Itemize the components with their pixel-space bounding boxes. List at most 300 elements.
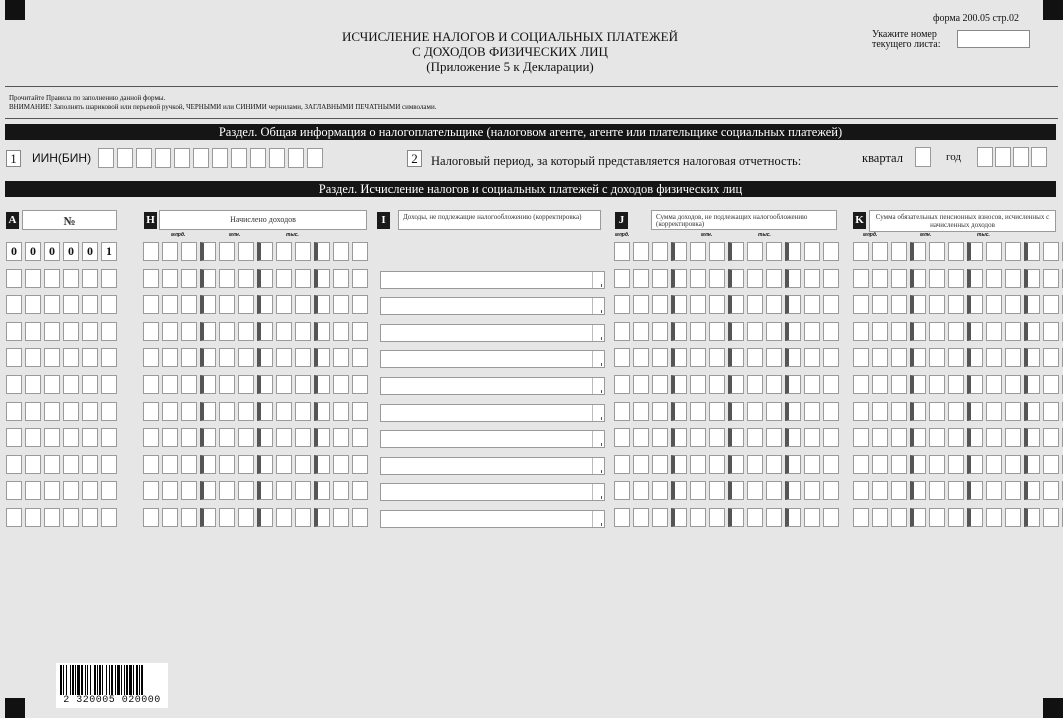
accrued-income-cell[interactable] xyxy=(181,402,197,421)
nontaxable-income-select[interactable] xyxy=(380,510,605,528)
accrued-income-cell[interactable] xyxy=(200,375,216,394)
accrued-income-cell[interactable] xyxy=(162,295,178,314)
row-number-cell[interactable] xyxy=(44,455,60,474)
row-number-cell[interactable] xyxy=(82,322,98,341)
row-number-cell[interactable]: 0 xyxy=(44,242,60,261)
pension-contribution-cell[interactable] xyxy=(910,455,926,474)
nontaxable-sum-cell[interactable] xyxy=(728,295,744,314)
nontaxable-sum-cell[interactable] xyxy=(671,428,687,447)
row-number-cell[interactable] xyxy=(82,455,98,474)
nontaxable-sum-cell[interactable] xyxy=(690,508,706,527)
pension-contribution-cell[interactable] xyxy=(1005,269,1021,288)
accrued-income-cell[interactable] xyxy=(143,455,159,474)
row-number-cell[interactable] xyxy=(82,402,98,421)
accrued-income-cell[interactable] xyxy=(352,269,368,288)
nontaxable-sum-cell[interactable] xyxy=(728,322,744,341)
nontaxable-sum-cell[interactable] xyxy=(747,455,763,474)
row-number-cell[interactable] xyxy=(44,348,60,367)
accrued-income-cell[interactable] xyxy=(276,508,292,527)
nontaxable-sum-cell[interactable] xyxy=(785,295,801,314)
pension-contribution-cell[interactable] xyxy=(1043,375,1059,394)
nontaxable-sum-cell[interactable] xyxy=(614,481,630,500)
row-number-cell[interactable] xyxy=(6,322,22,341)
nontaxable-sum-cell[interactable] xyxy=(690,348,706,367)
pension-contribution-cell[interactable] xyxy=(891,375,907,394)
pension-contribution-cell[interactable] xyxy=(948,348,964,367)
accrued-income-cell[interactable] xyxy=(181,455,197,474)
pension-contribution-cell[interactable] xyxy=(1024,481,1040,500)
pension-contribution-cell[interactable] xyxy=(891,428,907,447)
pension-contribution-cell[interactable] xyxy=(986,348,1002,367)
pension-contribution-cell[interactable] xyxy=(1024,348,1040,367)
nontaxable-sum-cell[interactable] xyxy=(804,402,820,421)
pension-contribution-cell[interactable] xyxy=(1005,242,1021,261)
nontaxable-sum-cell[interactable] xyxy=(633,375,649,394)
nontaxable-income-select[interactable] xyxy=(380,271,605,289)
accrued-income-cell[interactable] xyxy=(276,481,292,500)
iin-digit-cell[interactable] xyxy=(212,148,228,168)
pension-contribution-cell[interactable] xyxy=(891,242,907,261)
nontaxable-sum-cell[interactable] xyxy=(823,481,839,500)
row-number-cell[interactable]: 0 xyxy=(25,242,41,261)
pension-contribution-cell[interactable] xyxy=(853,322,869,341)
nontaxable-sum-cell[interactable] xyxy=(709,481,725,500)
pension-contribution-cell[interactable] xyxy=(967,242,983,261)
pension-contribution-cell[interactable] xyxy=(967,455,983,474)
nontaxable-sum-cell[interactable] xyxy=(804,428,820,447)
iin-digit-cell[interactable] xyxy=(174,148,190,168)
pension-contribution-cell[interactable] xyxy=(1024,402,1040,421)
nontaxable-sum-cell[interactable] xyxy=(747,295,763,314)
nontaxable-income-select[interactable] xyxy=(380,350,605,368)
row-number-cell[interactable] xyxy=(44,402,60,421)
pension-contribution-cell[interactable] xyxy=(853,269,869,288)
pension-contribution-cell[interactable] xyxy=(853,242,869,261)
pension-contribution-cell[interactable] xyxy=(1005,428,1021,447)
accrued-income-cell[interactable] xyxy=(219,428,235,447)
row-number-cell[interactable] xyxy=(63,269,79,288)
row-number-cell[interactable] xyxy=(101,481,117,500)
pension-contribution-cell[interactable] xyxy=(1005,455,1021,474)
nontaxable-sum-cell[interactable] xyxy=(671,295,687,314)
nontaxable-sum-cell[interactable] xyxy=(804,481,820,500)
nontaxable-sum-cell[interactable] xyxy=(823,242,839,261)
pension-contribution-cell[interactable] xyxy=(1043,269,1059,288)
pension-contribution-cell[interactable] xyxy=(986,455,1002,474)
pension-contribution-cell[interactable] xyxy=(986,428,1002,447)
pension-contribution-cell[interactable] xyxy=(872,322,888,341)
nontaxable-income-select[interactable] xyxy=(380,297,605,315)
accrued-income-cell[interactable] xyxy=(219,242,235,261)
accrued-income-cell[interactable] xyxy=(333,348,349,367)
nontaxable-sum-cell[interactable] xyxy=(652,269,668,288)
row-number-cell[interactable] xyxy=(25,348,41,367)
nontaxable-sum-cell[interactable] xyxy=(728,455,744,474)
nontaxable-sum-cell[interactable] xyxy=(709,455,725,474)
accrued-income-cell[interactable] xyxy=(314,508,330,527)
nontaxable-sum-cell[interactable] xyxy=(766,322,782,341)
year-digit-cell[interactable] xyxy=(995,147,1011,167)
pension-contribution-cell[interactable] xyxy=(1005,402,1021,421)
pension-contribution-cell[interactable] xyxy=(1043,348,1059,367)
pension-contribution-cell[interactable] xyxy=(948,455,964,474)
accrued-income-cell[interactable] xyxy=(200,481,216,500)
nontaxable-sum-cell[interactable] xyxy=(766,242,782,261)
accrued-income-cell[interactable] xyxy=(314,481,330,500)
row-number-cell[interactable] xyxy=(101,428,117,447)
accrued-income-cell[interactable] xyxy=(238,481,254,500)
accrued-income-cell[interactable] xyxy=(295,481,311,500)
row-number-cell[interactable] xyxy=(25,375,41,394)
pension-contribution-cell[interactable] xyxy=(986,269,1002,288)
nontaxable-sum-cell[interactable] xyxy=(671,375,687,394)
pension-contribution-cell[interactable] xyxy=(967,322,983,341)
nontaxable-sum-cell[interactable] xyxy=(671,269,687,288)
row-number-cell[interactable] xyxy=(101,455,117,474)
row-number-cell[interactable] xyxy=(63,481,79,500)
pension-contribution-cell[interactable] xyxy=(891,508,907,527)
nontaxable-sum-cell[interactable] xyxy=(823,428,839,447)
accrued-income-cell[interactable] xyxy=(295,375,311,394)
pension-contribution-cell[interactable] xyxy=(948,242,964,261)
nontaxable-sum-cell[interactable] xyxy=(614,322,630,341)
row-number-cell[interactable]: 0 xyxy=(82,242,98,261)
accrued-income-cell[interactable] xyxy=(219,295,235,314)
accrued-income-cell[interactable] xyxy=(238,428,254,447)
pension-contribution-cell[interactable] xyxy=(1005,322,1021,341)
accrued-income-cell[interactable] xyxy=(181,295,197,314)
accrued-income-cell[interactable] xyxy=(276,348,292,367)
accrued-income-cell[interactable] xyxy=(314,322,330,341)
accrued-income-cell[interactable] xyxy=(162,402,178,421)
accrued-income-cell[interactable] xyxy=(162,455,178,474)
nontaxable-sum-cell[interactable] xyxy=(766,455,782,474)
nontaxable-sum-cell[interactable] xyxy=(614,375,630,394)
row-number-cell[interactable] xyxy=(44,508,60,527)
pension-contribution-cell[interactable] xyxy=(872,481,888,500)
iin-digit-cell[interactable] xyxy=(288,148,304,168)
accrued-income-cell[interactable] xyxy=(295,295,311,314)
accrued-income-cell[interactable] xyxy=(314,402,330,421)
nontaxable-sum-cell[interactable] xyxy=(652,348,668,367)
row-number-cell[interactable] xyxy=(6,455,22,474)
nontaxable-sum-cell[interactable] xyxy=(766,295,782,314)
accrued-income-cell[interactable] xyxy=(162,508,178,527)
pension-contribution-cell[interactable] xyxy=(929,508,945,527)
pension-contribution-cell[interactable] xyxy=(891,269,907,288)
iin-digit-cell[interactable] xyxy=(136,148,152,168)
row-number-cell[interactable] xyxy=(25,455,41,474)
accrued-income-cell[interactable] xyxy=(257,481,273,500)
row-number-cell[interactable] xyxy=(101,295,117,314)
accrued-income-cell[interactable] xyxy=(162,481,178,500)
nontaxable-sum-cell[interactable] xyxy=(652,375,668,394)
pension-contribution-cell[interactable] xyxy=(910,242,926,261)
pension-contribution-cell[interactable] xyxy=(948,481,964,500)
accrued-income-cell[interactable] xyxy=(295,508,311,527)
pension-contribution-cell[interactable] xyxy=(910,322,926,341)
accrued-income-cell[interactable] xyxy=(257,428,273,447)
accrued-income-cell[interactable] xyxy=(181,481,197,500)
accrued-income-cell[interactable] xyxy=(295,402,311,421)
accrued-income-cell[interactable] xyxy=(181,242,197,261)
accrued-income-cell[interactable] xyxy=(352,348,368,367)
accrued-income-cell[interactable] xyxy=(219,402,235,421)
accrued-income-cell[interactable] xyxy=(276,269,292,288)
pension-contribution-cell[interactable] xyxy=(853,508,869,527)
accrued-income-cell[interactable] xyxy=(200,428,216,447)
pension-contribution-cell[interactable] xyxy=(1043,322,1059,341)
accrued-income-cell[interactable] xyxy=(314,242,330,261)
nontaxable-sum-cell[interactable] xyxy=(709,242,725,261)
accrued-income-cell[interactable] xyxy=(352,455,368,474)
accrued-income-cell[interactable] xyxy=(333,481,349,500)
nontaxable-sum-cell[interactable] xyxy=(823,269,839,288)
nontaxable-sum-cell[interactable] xyxy=(747,269,763,288)
pension-contribution-cell[interactable] xyxy=(910,348,926,367)
nontaxable-sum-cell[interactable] xyxy=(766,269,782,288)
accrued-income-cell[interactable] xyxy=(257,242,273,261)
nontaxable-sum-cell[interactable] xyxy=(804,269,820,288)
accrued-income-cell[interactable] xyxy=(143,428,159,447)
accrued-income-cell[interactable] xyxy=(143,322,159,341)
accrued-income-cell[interactable] xyxy=(314,455,330,474)
accrued-income-cell[interactable] xyxy=(295,428,311,447)
nontaxable-sum-cell[interactable] xyxy=(633,348,649,367)
accrued-income-cell[interactable] xyxy=(295,269,311,288)
pension-contribution-cell[interactable] xyxy=(1005,481,1021,500)
row-number-cell[interactable] xyxy=(101,348,117,367)
accrued-income-cell[interactable] xyxy=(181,348,197,367)
pension-contribution-cell[interactable] xyxy=(910,508,926,527)
accrued-income-cell[interactable] xyxy=(333,269,349,288)
row-number-cell[interactable] xyxy=(82,508,98,527)
nontaxable-sum-cell[interactable] xyxy=(804,348,820,367)
pension-contribution-cell[interactable] xyxy=(967,428,983,447)
accrued-income-cell[interactable] xyxy=(143,508,159,527)
accrued-income-cell[interactable] xyxy=(333,428,349,447)
row-number-cell[interactable] xyxy=(63,455,79,474)
nontaxable-sum-cell[interactable] xyxy=(709,428,725,447)
nontaxable-sum-cell[interactable] xyxy=(804,295,820,314)
accrued-income-cell[interactable] xyxy=(143,295,159,314)
accrued-income-cell[interactable] xyxy=(238,508,254,527)
accrued-income-cell[interactable] xyxy=(352,375,368,394)
pension-contribution-cell[interactable] xyxy=(1043,508,1059,527)
row-number-cell[interactable] xyxy=(63,375,79,394)
nontaxable-sum-cell[interactable] xyxy=(766,375,782,394)
accrued-income-cell[interactable] xyxy=(238,375,254,394)
iin-digit-cell[interactable] xyxy=(231,148,247,168)
pension-contribution-cell[interactable] xyxy=(929,242,945,261)
year-digit-cell[interactable] xyxy=(1031,147,1047,167)
nontaxable-sum-cell[interactable] xyxy=(823,322,839,341)
pension-contribution-cell[interactable] xyxy=(948,295,964,314)
pension-contribution-cell[interactable] xyxy=(1024,508,1040,527)
accrued-income-cell[interactable] xyxy=(333,322,349,341)
nontaxable-sum-cell[interactable] xyxy=(804,455,820,474)
accrued-income-cell[interactable] xyxy=(219,322,235,341)
accrued-income-cell[interactable] xyxy=(352,242,368,261)
nontaxable-income-select[interactable] xyxy=(380,457,605,475)
accrued-income-cell[interactable] xyxy=(295,322,311,341)
accrued-income-cell[interactable] xyxy=(200,322,216,341)
iin-digit-cell[interactable] xyxy=(307,148,323,168)
nontaxable-sum-cell[interactable] xyxy=(747,428,763,447)
pension-contribution-cell[interactable] xyxy=(1005,508,1021,527)
nontaxable-sum-cell[interactable] xyxy=(728,348,744,367)
accrued-income-cell[interactable] xyxy=(238,402,254,421)
row-number-cell[interactable] xyxy=(6,269,22,288)
nontaxable-sum-cell[interactable] xyxy=(728,428,744,447)
accrued-income-cell[interactable] xyxy=(238,348,254,367)
accrued-income-cell[interactable] xyxy=(143,348,159,367)
nontaxable-sum-cell[interactable] xyxy=(804,242,820,261)
pension-contribution-cell[interactable] xyxy=(872,375,888,394)
iin-digit-cell[interactable] xyxy=(117,148,133,168)
row-number-cell[interactable] xyxy=(63,348,79,367)
nontaxable-sum-cell[interactable] xyxy=(785,508,801,527)
pension-contribution-cell[interactable] xyxy=(929,455,945,474)
nontaxable-sum-cell[interactable] xyxy=(785,455,801,474)
pension-contribution-cell[interactable] xyxy=(1024,322,1040,341)
nontaxable-sum-cell[interactable] xyxy=(728,242,744,261)
nontaxable-sum-cell[interactable] xyxy=(785,269,801,288)
pension-contribution-cell[interactable] xyxy=(929,402,945,421)
accrued-income-cell[interactable] xyxy=(352,428,368,447)
pension-contribution-cell[interactable] xyxy=(929,295,945,314)
pension-contribution-cell[interactable] xyxy=(986,242,1002,261)
nontaxable-sum-cell[interactable] xyxy=(709,375,725,394)
pension-contribution-cell[interactable] xyxy=(872,428,888,447)
nontaxable-sum-cell[interactable] xyxy=(614,428,630,447)
nontaxable-sum-cell[interactable] xyxy=(785,242,801,261)
accrued-income-cell[interactable] xyxy=(200,348,216,367)
pension-contribution-cell[interactable] xyxy=(891,348,907,367)
pension-contribution-cell[interactable] xyxy=(910,428,926,447)
accrued-income-cell[interactable] xyxy=(314,269,330,288)
nontaxable-sum-cell[interactable] xyxy=(766,481,782,500)
pension-contribution-cell[interactable] xyxy=(1024,242,1040,261)
nontaxable-sum-cell[interactable] xyxy=(747,348,763,367)
pension-contribution-cell[interactable] xyxy=(929,481,945,500)
nontaxable-sum-cell[interactable] xyxy=(671,242,687,261)
accrued-income-cell[interactable] xyxy=(352,481,368,500)
nontaxable-sum-cell[interactable] xyxy=(766,428,782,447)
pension-contribution-cell[interactable] xyxy=(1043,295,1059,314)
nontaxable-sum-cell[interactable] xyxy=(709,269,725,288)
accrued-income-cell[interactable] xyxy=(181,269,197,288)
row-number-cell[interactable] xyxy=(25,428,41,447)
nontaxable-sum-cell[interactable] xyxy=(785,402,801,421)
pension-contribution-cell[interactable] xyxy=(891,295,907,314)
row-number-cell[interactable] xyxy=(63,428,79,447)
pension-contribution-cell[interactable] xyxy=(910,375,926,394)
pension-contribution-cell[interactable] xyxy=(948,402,964,421)
nontaxable-sum-cell[interactable] xyxy=(652,402,668,421)
nontaxable-sum-cell[interactable] xyxy=(633,508,649,527)
nontaxable-sum-cell[interactable] xyxy=(747,242,763,261)
accrued-income-cell[interactable] xyxy=(162,269,178,288)
nontaxable-sum-cell[interactable] xyxy=(728,375,744,394)
pension-contribution-cell[interactable] xyxy=(853,481,869,500)
accrued-income-cell[interactable] xyxy=(143,481,159,500)
nontaxable-sum-cell[interactable] xyxy=(709,348,725,367)
row-number-cell[interactable] xyxy=(63,402,79,421)
pension-contribution-cell[interactable] xyxy=(891,402,907,421)
nontaxable-sum-cell[interactable] xyxy=(804,375,820,394)
nontaxable-sum-cell[interactable] xyxy=(652,428,668,447)
pension-contribution-cell[interactable] xyxy=(1005,295,1021,314)
accrued-income-cell[interactable] xyxy=(238,242,254,261)
pension-contribution-cell[interactable] xyxy=(929,348,945,367)
row-number-cell[interactable] xyxy=(25,508,41,527)
accrued-income-cell[interactable] xyxy=(333,375,349,394)
nontaxable-sum-cell[interactable] xyxy=(652,455,668,474)
nontaxable-sum-cell[interactable] xyxy=(671,402,687,421)
nontaxable-sum-cell[interactable] xyxy=(785,322,801,341)
pension-contribution-cell[interactable] xyxy=(910,481,926,500)
pension-contribution-cell[interactable] xyxy=(853,428,869,447)
pension-contribution-cell[interactable] xyxy=(872,295,888,314)
nontaxable-sum-cell[interactable] xyxy=(614,242,630,261)
row-number-cell[interactable] xyxy=(63,508,79,527)
nontaxable-sum-cell[interactable] xyxy=(633,481,649,500)
accrued-income-cell[interactable] xyxy=(219,508,235,527)
nontaxable-sum-cell[interactable] xyxy=(671,481,687,500)
nontaxable-sum-cell[interactable] xyxy=(823,375,839,394)
accrued-income-cell[interactable] xyxy=(314,428,330,447)
pension-contribution-cell[interactable] xyxy=(872,269,888,288)
nontaxable-sum-cell[interactable] xyxy=(633,322,649,341)
row-number-cell[interactable] xyxy=(25,402,41,421)
row-number-cell[interactable] xyxy=(25,295,41,314)
nontaxable-sum-cell[interactable] xyxy=(690,402,706,421)
iin-digit-cell[interactable] xyxy=(98,148,114,168)
nontaxable-sum-cell[interactable] xyxy=(633,402,649,421)
pension-contribution-cell[interactable] xyxy=(1024,269,1040,288)
pension-contribution-cell[interactable] xyxy=(967,481,983,500)
nontaxable-sum-cell[interactable] xyxy=(633,269,649,288)
accrued-income-cell[interactable] xyxy=(314,375,330,394)
accrued-income-cell[interactable] xyxy=(162,242,178,261)
nontaxable-sum-cell[interactable] xyxy=(614,508,630,527)
accrued-income-cell[interactable] xyxy=(219,269,235,288)
accrued-income-cell[interactable] xyxy=(181,322,197,341)
pension-contribution-cell[interactable] xyxy=(872,508,888,527)
iin-digit-cell[interactable] xyxy=(193,148,209,168)
accrued-income-cell[interactable] xyxy=(257,455,273,474)
accrued-income-cell[interactable] xyxy=(257,322,273,341)
pension-contribution-cell[interactable] xyxy=(1005,348,1021,367)
accrued-income-cell[interactable] xyxy=(276,455,292,474)
nontaxable-sum-cell[interactable] xyxy=(690,375,706,394)
row-number-cell[interactable]: 1 xyxy=(101,242,117,261)
row-number-cell[interactable] xyxy=(6,402,22,421)
nontaxable-sum-cell[interactable] xyxy=(766,508,782,527)
pension-contribution-cell[interactable] xyxy=(967,295,983,314)
accrued-income-cell[interactable] xyxy=(219,348,235,367)
pension-contribution-cell[interactable] xyxy=(1024,375,1040,394)
pension-contribution-cell[interactable] xyxy=(948,375,964,394)
nontaxable-sum-cell[interactable] xyxy=(652,322,668,341)
nontaxable-sum-cell[interactable] xyxy=(633,242,649,261)
row-number-cell[interactable] xyxy=(101,375,117,394)
iin-digit-cell[interactable] xyxy=(269,148,285,168)
row-number-cell[interactable] xyxy=(25,269,41,288)
pension-contribution-cell[interactable] xyxy=(1043,481,1059,500)
nontaxable-sum-cell[interactable] xyxy=(785,428,801,447)
